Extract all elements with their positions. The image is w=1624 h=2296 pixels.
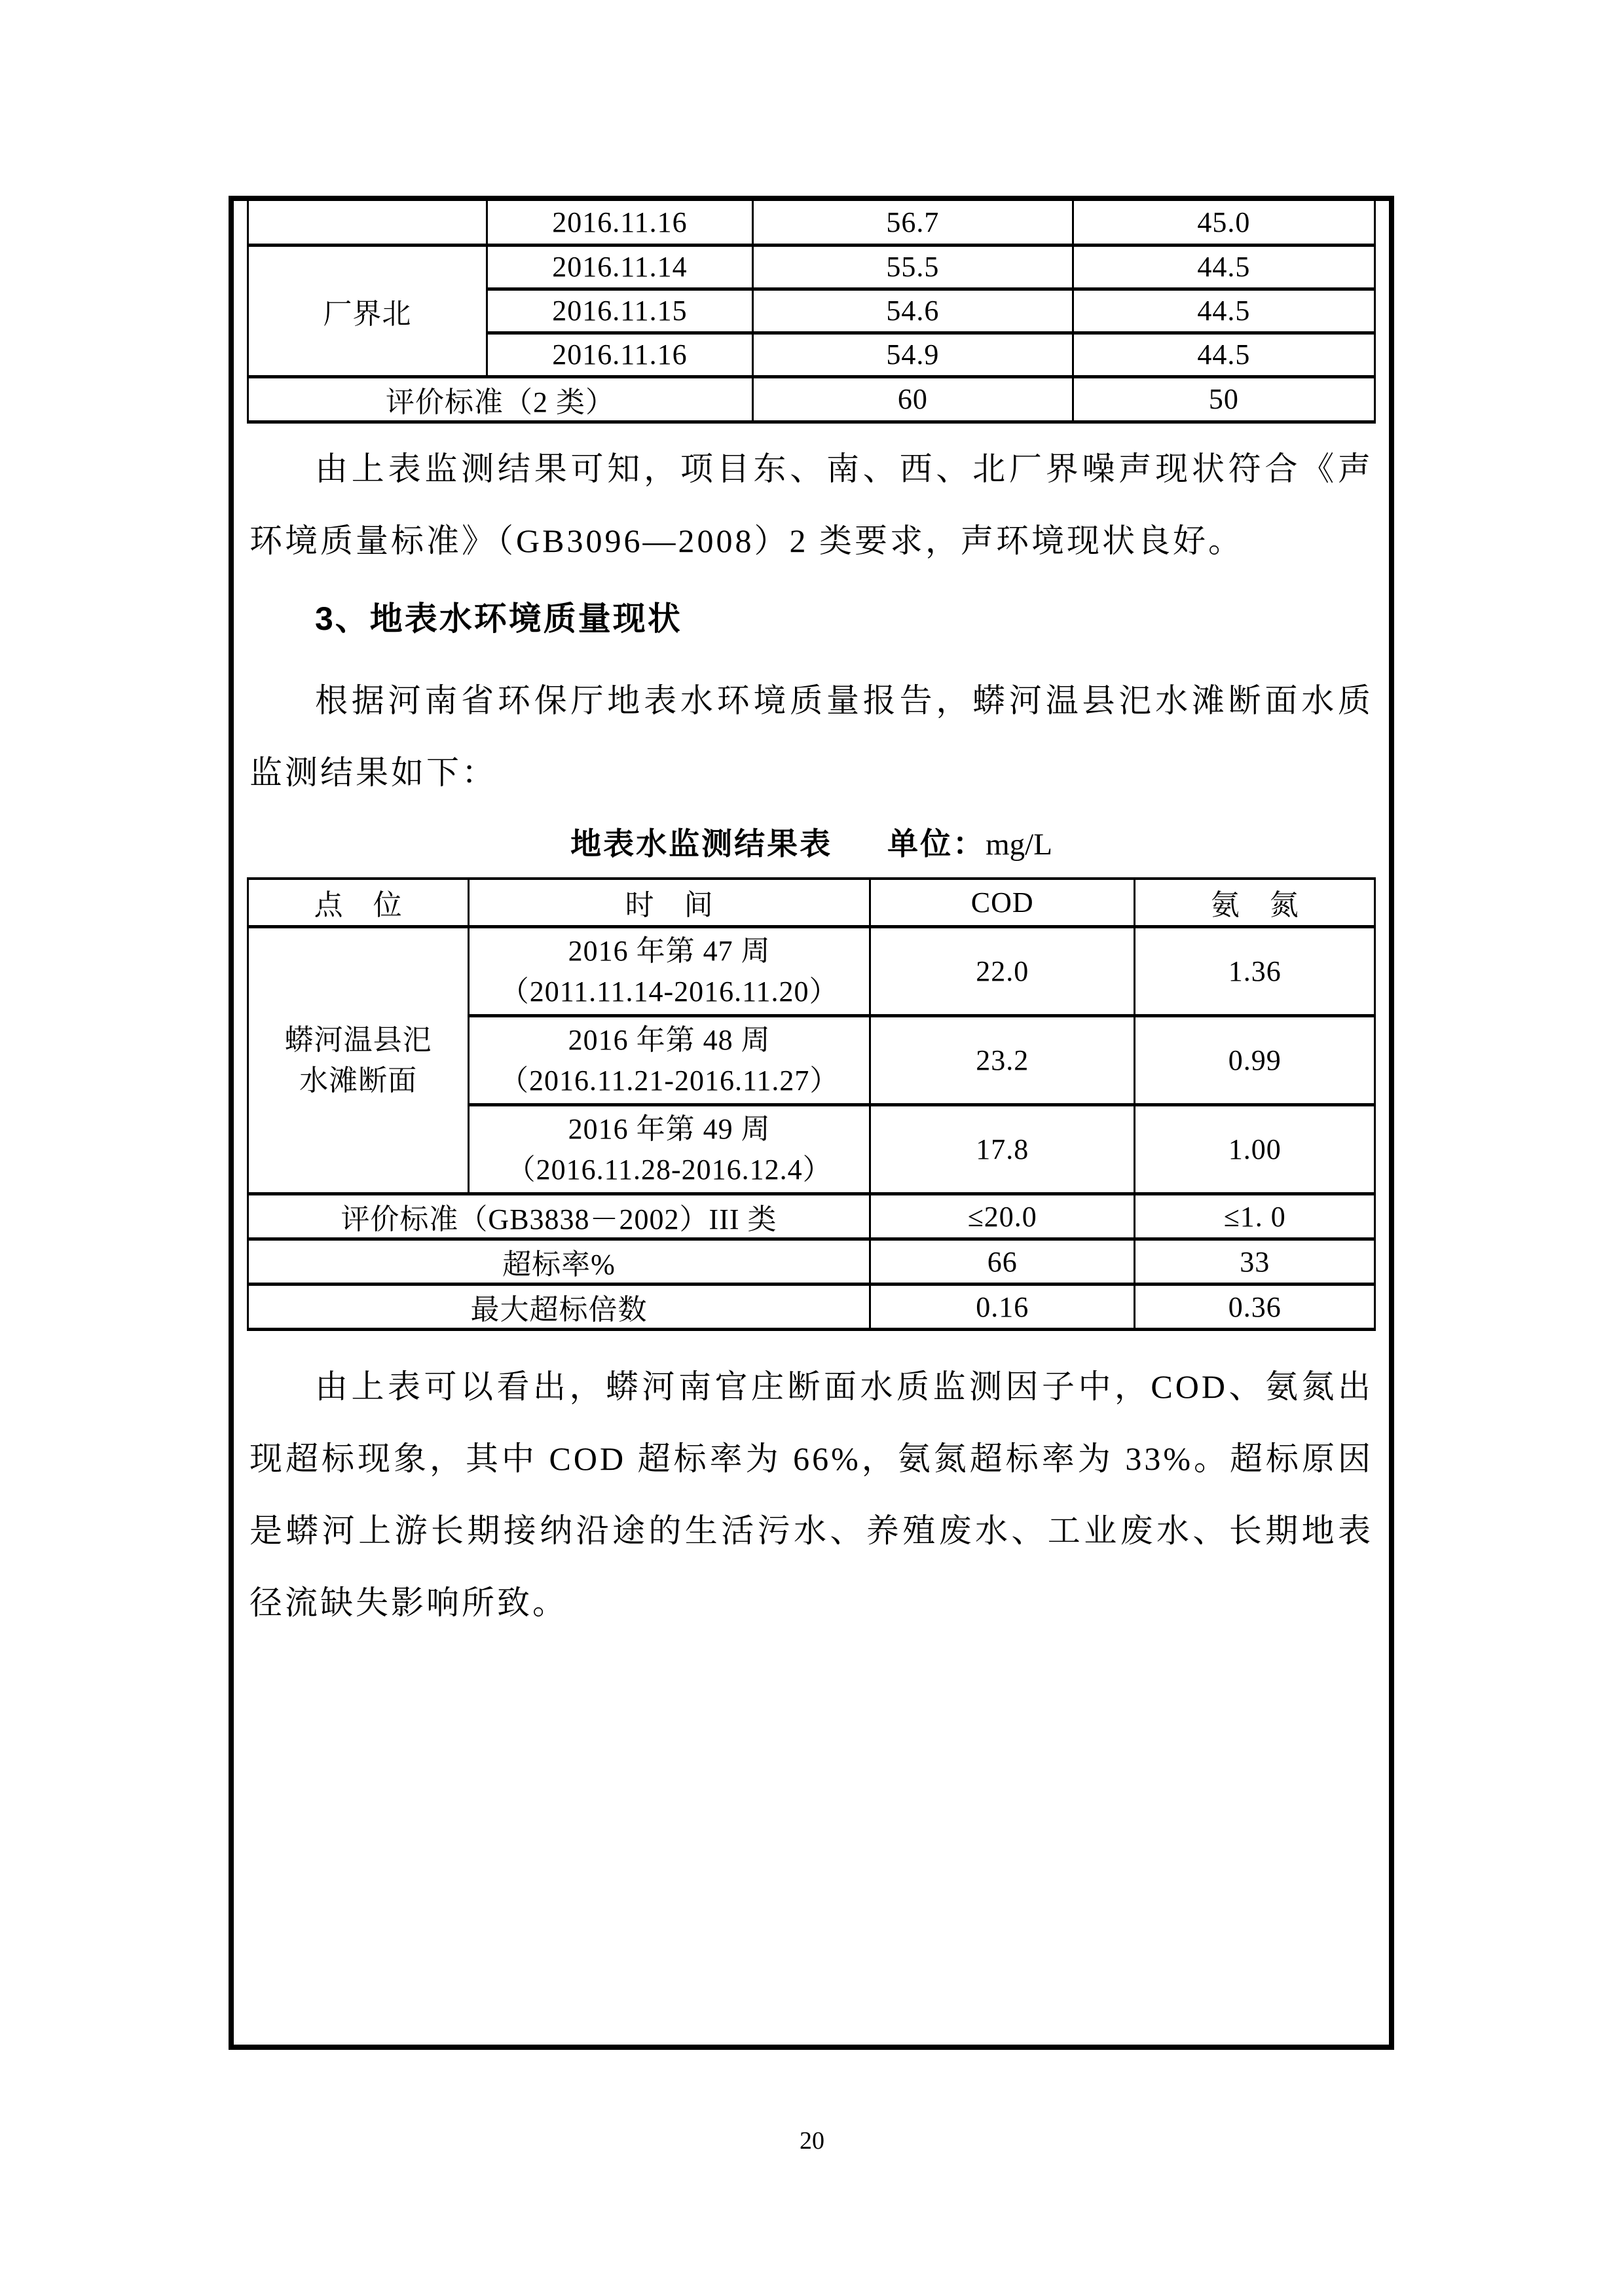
week-label: 2016 年第 48 周 (568, 1023, 771, 1056)
noise-monitoring-table (247, 201, 1376, 424)
standard-label-cell: 评价标准（2 类） (248, 376, 753, 422)
date-cell: 2016.11.16 (487, 333, 752, 376)
max-exceed-label-cell: 最大超标倍数 (248, 1285, 870, 1330)
table-row (248, 245, 1375, 289)
cod-value-cell: 23.2 (870, 1016, 1134, 1105)
paragraph-water-intro: 根据河南省环保厅地表水环境质量报告，蟒河温县汜水滩断面水质监测结果如下： (249, 682, 1373, 791)
site-label-cell (248, 927, 469, 1194)
site-label-cell: 厂界北 (248, 245, 487, 376)
cod-value-cell: 22.0 (870, 927, 1134, 1016)
table-row (248, 1239, 1375, 1285)
standard-cod-cell: ≤20.0 (870, 1194, 1134, 1239)
site-label-line2: 水滩断面 (299, 1064, 418, 1097)
table-row (248, 1194, 1375, 1239)
nh3-value-cell: 0.99 (1135, 1016, 1375, 1105)
night-value-cell: 44.5 (1073, 245, 1375, 289)
page-number: 20 (800, 2127, 824, 2155)
table-header-row (248, 879, 1375, 927)
max-exceed-cod-cell: 0.16 (870, 1285, 1134, 1330)
water-table-title: 地表水监测结果表 (570, 826, 833, 861)
paragraph-noise-conclusion: 由上表监测结果可知，项目东、南、西、北厂界噪声现状符合《声环境质量标准》（GB3096—2008）2 类要求，声环境现状良好。 (249, 450, 1373, 559)
week-label: 2016 年第 49 周 (568, 1112, 771, 1145)
time-cell (469, 927, 870, 1016)
night-value-cell: 44.5 (1073, 333, 1375, 376)
night-value-cell: 44.5 (1073, 289, 1375, 333)
water-table-title-line (247, 820, 1376, 868)
time-cell (469, 1016, 870, 1105)
exceed-rate-cod-cell: 66 (870, 1239, 1134, 1285)
unit-value: mg/L (986, 827, 1052, 862)
header-time: 时 间 (469, 879, 870, 927)
cod-value-cell: 17.8 (870, 1105, 1134, 1194)
section-heading-surface-water: 3、地表水环境质量现状 (315, 600, 682, 637)
time-cell (469, 1105, 870, 1194)
site-label-line1: 蟒河温县汜 (284, 1023, 432, 1056)
date-cell: 2016.11.14 (487, 245, 752, 289)
document-frame (229, 196, 1394, 2050)
empty-site-cell (248, 201, 487, 245)
standard-day-cell: 60 (752, 376, 1073, 422)
day-value-cell: 56.7 (752, 201, 1073, 245)
date-cell: 2016.11.15 (487, 289, 752, 333)
week-label: 2016 年第 47 周 (568, 934, 771, 967)
header-site: 点 位 (248, 879, 469, 927)
date-range: （2016.11.28-2016.12.4） (506, 1153, 832, 1186)
date-cell: 2016.11.16 (487, 201, 752, 245)
date-range: （2016.11.21-2016.11.27） (499, 1064, 840, 1097)
max-exceed-nh3-cell: 0.36 (1135, 1285, 1375, 1330)
standard-label-cell: 评价标准（GB3838－2002）III 类 (248, 1194, 870, 1239)
header-nh3: 氨 氮 (1135, 879, 1375, 927)
day-value-cell: 55.5 (752, 245, 1073, 289)
table-row (248, 201, 1375, 245)
exceed-rate-nh3-cell: 33 (1135, 1239, 1375, 1285)
unit-label: 单位： (887, 826, 986, 861)
surface-water-table (247, 877, 1376, 1332)
day-value-cell: 54.9 (752, 333, 1073, 376)
exceed-rate-label-cell: 超标率% (248, 1239, 870, 1285)
nh3-value-cell: 1.00 (1135, 1105, 1375, 1194)
night-value-cell: 45.0 (1073, 201, 1375, 245)
standard-nh3-cell: ≤1. 0 (1135, 1194, 1375, 1239)
header-cod: COD (870, 879, 1134, 927)
paragraph-water-conclusion: 由上表可以看出，蟒河南官庄断面水质监测因子中，COD、氨氮出现超标现象，其中 COD 超标率为 66%，氨氮超标率为 33%。超标原因是蟒河上游长期接纳沿途的生活污水、养殖废水、工业废水、长期地表径流缺失影响所致。 (249, 1368, 1373, 1621)
date-range: （2011.11.14-2016.11.20） (500, 975, 839, 1008)
standard-night-cell: 50 (1073, 376, 1375, 422)
table-row (248, 927, 1375, 1016)
table-row (248, 1285, 1375, 1330)
table-row (248, 376, 1375, 422)
day-value-cell: 54.6 (752, 289, 1073, 333)
nh3-value-cell: 1.36 (1135, 927, 1375, 1016)
